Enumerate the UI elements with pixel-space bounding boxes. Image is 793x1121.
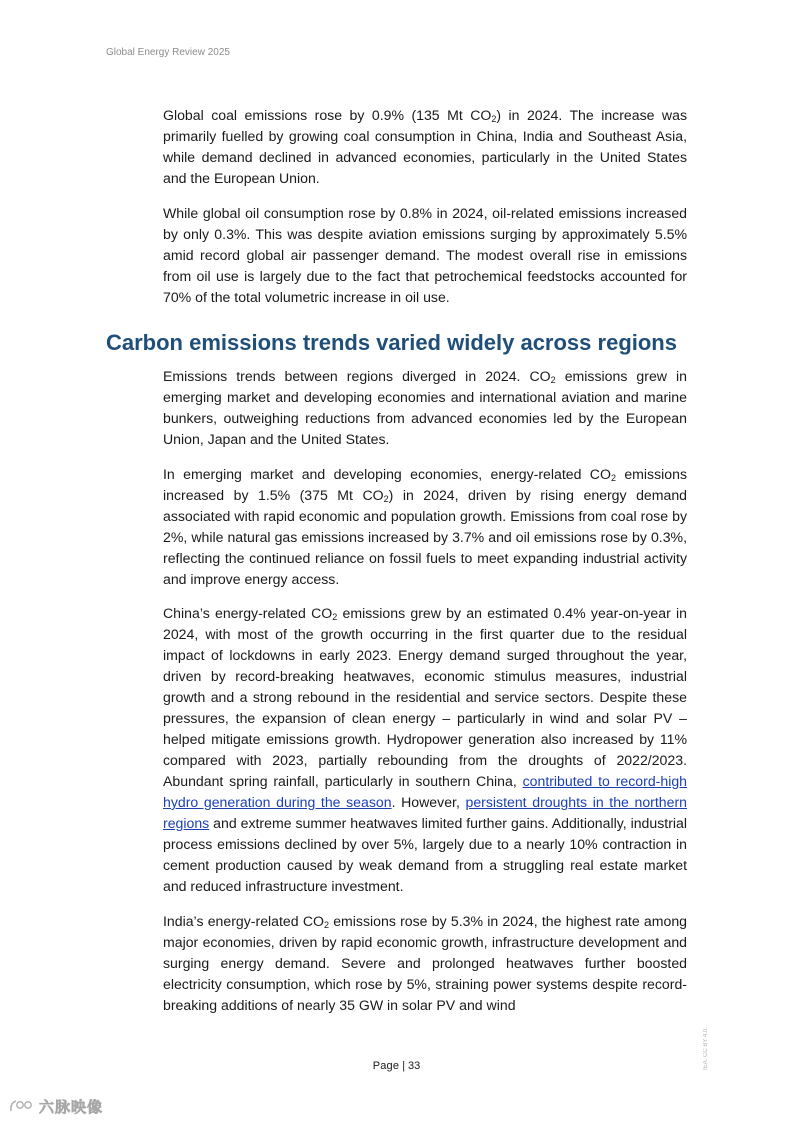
paragraph-text: Global coal emissions rose by 0.9% (135 Mt $CO_2$) in 2024. The increase was primarily fuelled by growing coal consumption in China, India and Southeast Asia, while demand declined in advanced economies, particularly in the United States and the European Union. bbox=[163, 107, 687, 186]
paragraph-india-emissions bbox=[163, 911, 687, 1016]
paragraph-text: In emerging market and developing economies, energy-related $CO_2$ emissions increased by 1.5% (375 Mt $CO_2$) in 2024, driven by rising energy demand associated with rapid economic and population growth. Emissions from coal rose by 2%, while natural gas emissions increased by 3.7% and oil emissions rose by 0.3%, reflecting the continued reliance on fossil fuels to meet expanding industrial activity and improve energy access. bbox=[163, 466, 687, 587]
page-label: Page bbox=[372, 1060, 400, 1072]
paragraph-text-segment: . However, bbox=[391, 794, 466, 810]
paragraph-regional-trends bbox=[163, 366, 687, 450]
watermark-text: 六脉映像 bbox=[39, 1098, 104, 1116]
paragraph-text: While global oil consumption rose by 0.8% in 2024, oil-related emissions increased by only 0.3%. This was despite aviation emissions surging by approximately 5.5% amid record global air passenger demand. The modest overall rise in emissions from oil use is largely due to the fact that petrochemical feedstocks accounted for 70% of the total volumetric increase in oil use. bbox=[163, 205, 687, 305]
paragraph-coal-emissions bbox=[163, 105, 687, 189]
license-note: IEA. CC BY 4.0. bbox=[703, 1027, 709, 1070]
paragraph-text-segment: China’s energy-related $CO_2$ emissions grew by an estimated 0.4% year-on-year in 2024, with most of the growth occurring in the first quarter due to the residual impact of lockdowns in early 2023. Energy demand surged throughout the year, driven by record-breaking heatwaves, economic stimulus measures, industrial growth and a strong rebound in the residential and service sectors. Despite these pressures, the expansion of clean energy – particularly in wind and solar PV – helped mitigate emissions growth. Hydropower generation also increased by 11% compared with 2023, partially rebounding from the droughts of 2022/2023. Abundant spring rainfall, particularly in southern China, bbox=[163, 605, 688, 789]
running-header: Global Energy Review 2025 bbox=[106, 47, 230, 58]
page-separator: | bbox=[402, 1060, 406, 1072]
paragraph-text: India’s energy-related $CO_2$ emissions rose by 5.3% in 2024, the highest rate among major economies, driven by rapid economic growth, infrastructure development and surging energy demand. Severe and prolonged heatwaves further boosted electricity consumption, which rose by 5%, straining power systems despite record-breaking additions of nearly 35 GW in solar PV and wind bbox=[163, 913, 687, 1013]
paragraph-emde-emissions bbox=[163, 464, 687, 590]
hydro-generation-link[interactable]: contributed to record-high hydro generation during the season bbox=[163, 773, 688, 810]
watermark bbox=[8, 1095, 103, 1117]
page-number: 33 bbox=[408, 1060, 421, 1072]
page-footer bbox=[0, 1060, 793, 1072]
paragraph-text-segment: and extreme summer heatwaves limited further gains. Additionally, industrial process emissions declined by over 5%, largely due to a nearly 10% contraction in cement production caused by weak demand from a struggling real estate market and reduced infrastructure investment. bbox=[163, 815, 687, 894]
paragraph-text: Emissions trends between regions diverged in 2024. $CO_2$ emissions grew in emerging market and developing economies and international aviation and marine bunkers, outweighing reductions from advanced economies led by the European Union, Japan and the United States. bbox=[163, 368, 687, 447]
section-heading: Carbon emissions trends varied widely across regions bbox=[106, 330, 677, 355]
paragraph-china-emissions bbox=[163, 603, 687, 897]
watermark-logo-icon bbox=[8, 1097, 36, 1115]
northern-droughts-link[interactable]: persistent droughts in the northern regions bbox=[163, 794, 687, 831]
paragraph-text bbox=[163, 603, 687, 897]
paragraph-oil-emissions bbox=[163, 203, 687, 308]
